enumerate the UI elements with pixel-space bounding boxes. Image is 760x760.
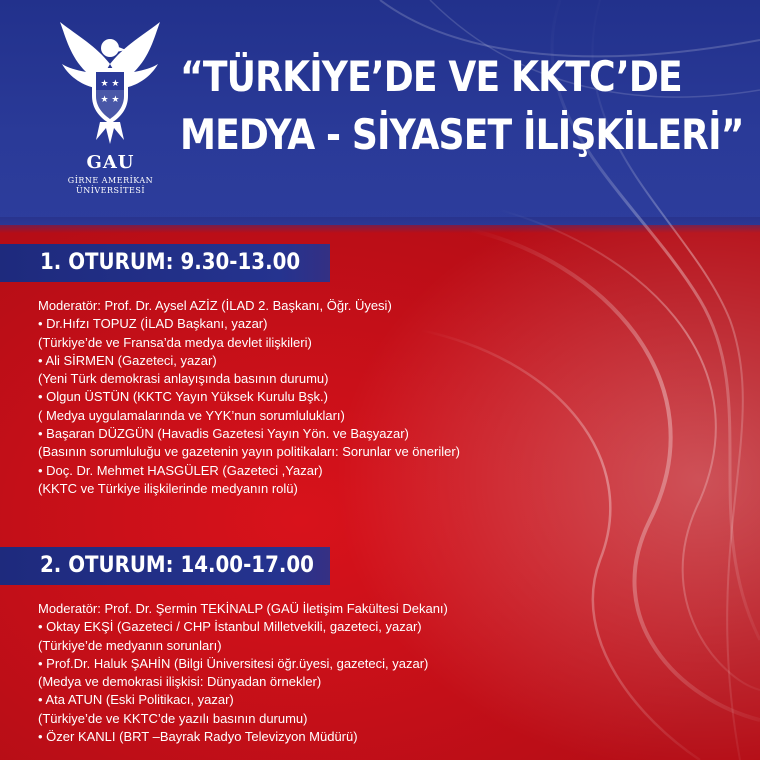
program-line: • Başaran DÜZGÜN (Havadis Gazetesi Yayın Yön. ve Başyazar) <box>38 426 409 442</box>
title-line2: MEDYA - SİYASET İLİŞKİLERİ” <box>180 110 744 159</box>
program-line: ( Medya uygulamalarında ve YYK’nun sorumlulukları) <box>38 407 345 423</box>
program-line: (Medya ve demokrasi ilişkisi: Dünyadan örnekler) <box>38 674 322 690</box>
program-line: • Dr.Hıfzı TOPUZ (İLAD Başkanı, yazar) <box>38 316 268 332</box>
session2-header <box>0 547 330 585</box>
program-line: Moderatör: Prof. Dr. Şermin TEKİNALP (GAÜ İletişim Fakültesi Dekanı) <box>38 601 448 616</box>
program-line: • Olgun ÜSTÜN (KKTC Yayın Yüksek Kurulu Bşk.) <box>38 389 328 405</box>
program-line: • Prof.Dr. Haluk ŞAHİN (Bilgi Üniversitesi öğr.üyesi, gazeteci, yazar) <box>38 655 429 671</box>
university-logo <box>48 16 173 195</box>
session2-title: 2. OTURUM: 14.00-17.00 <box>40 553 314 578</box>
title-line1: “TÜRKİYE’DE VE KKTC’DE <box>180 52 682 101</box>
program-line: (KKTC ve Türkiye ilişkilerinde medyanın rolü) <box>38 480 298 496</box>
poster-title <box>180 48 744 164</box>
logo-name-line2: ÜNİVERSİTESİ <box>76 186 145 195</box>
program-line: • Doç. Dr. Mehmet HASGÜLER (Gazeteci ,Yazar) <box>38 462 323 478</box>
program-line: • Oktay EKŞİ (Gazeteci / CHP İstanbul Milletvekili, gazeteci, yazar) <box>38 619 422 635</box>
program-line: • Özer KANLI (BRT –Bayrak Radyo Televizyon Müdürü) <box>38 729 358 745</box>
program-line: • Ata ATUN (Eski Politikacı, yazar) <box>38 692 234 708</box>
session1-header <box>0 244 330 282</box>
eagle-shield-icon <box>56 16 164 146</box>
program-line: (Türkiye’de medyanın sorunları) <box>38 637 222 653</box>
svg-text:★ ★: ★ ★ <box>100 79 120 89</box>
program-line: (Yeni Türk demokrasi anlayışında basının durumu) <box>38 371 329 387</box>
logo-abbreviation: GAU <box>86 152 135 173</box>
program-line: (Türkiye’de ve KKTC’de yazılı basının durumu) <box>38 710 308 726</box>
program-line: • Ali SİRMEN (Gazeteci, yazar) <box>38 352 217 368</box>
session2-program <box>38 600 738 746</box>
session1-program <box>38 297 738 498</box>
program-line: (Türkiye’de ve Fransa’da medya devlet ilişkileri) <box>38 334 312 350</box>
logo-university-name <box>48 176 173 196</box>
session1-title: 1. OTURUM: 9.30-13.00 <box>40 250 301 275</box>
program-line: (Basının sorumluluğu ve gazetenin yayın politikaları: Sorunlar ve öneriler) <box>38 444 460 460</box>
svg-text:★ ★: ★ ★ <box>100 95 120 105</box>
logo-name-line1: GİRNE AMERİKAN <box>67 176 154 185</box>
program-line: Moderatör: Prof. Dr. Aysel AZİZ (İLAD 2. Başkanı, Öğr. Üyesi) <box>38 298 392 313</box>
